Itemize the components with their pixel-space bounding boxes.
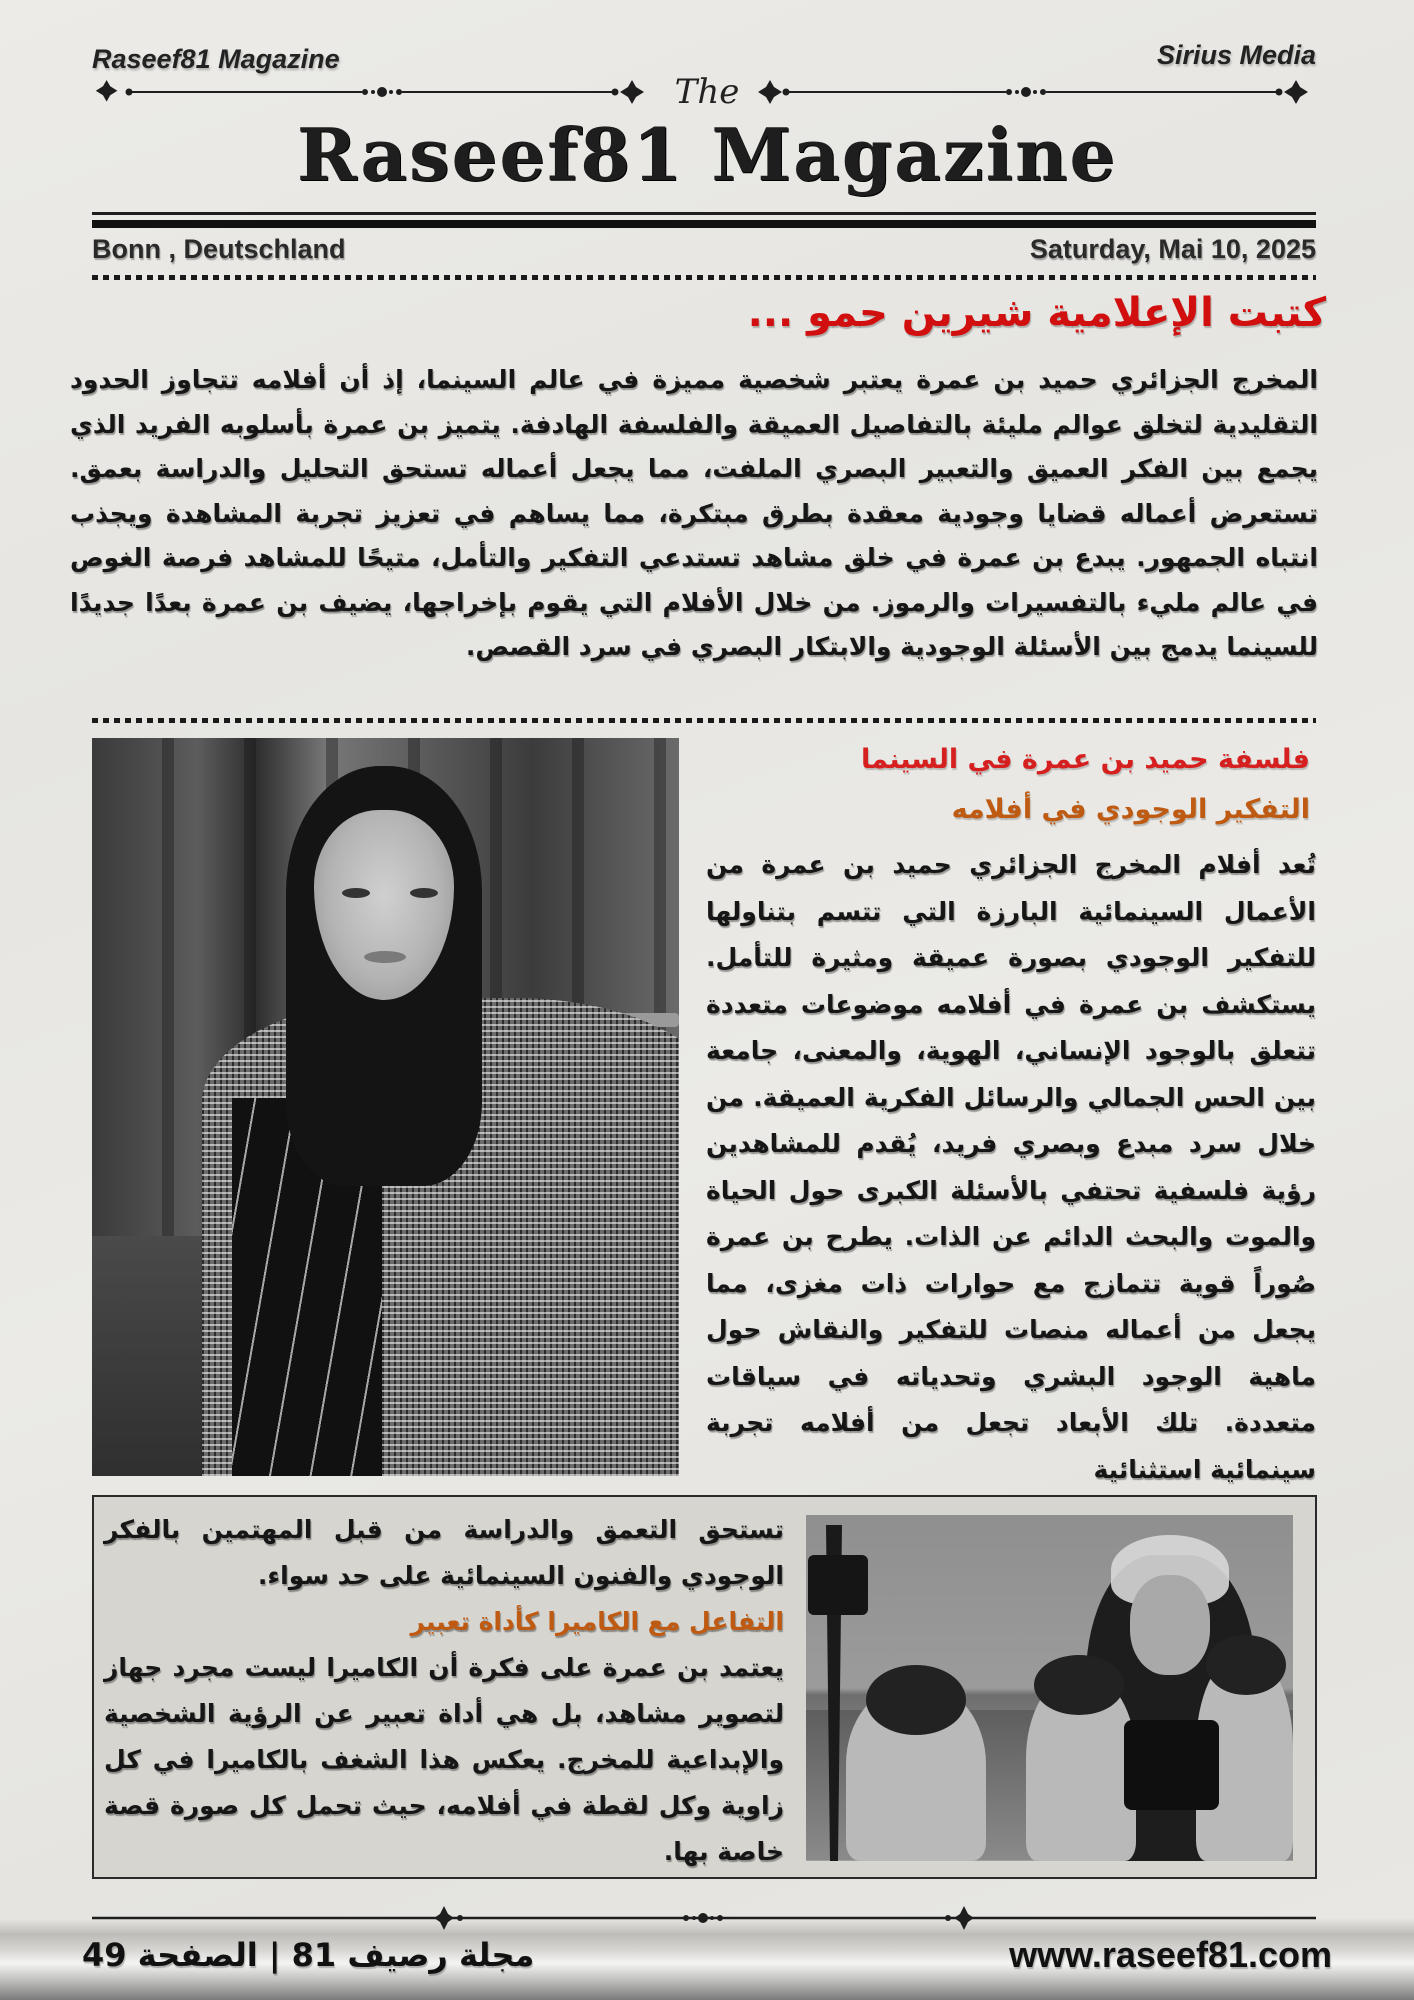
section-title: فلسفة حميد بن عمرة في السينما [860, 744, 1310, 775]
divider-thin [92, 212, 1316, 215]
footer-page-label: مجلة رصيف 81 | الصفحة 49 [82, 1936, 535, 1974]
child-hair [1034, 1655, 1124, 1715]
ornament-rule-left [92, 80, 652, 104]
ornament-rule-right [756, 80, 1316, 104]
dotted-divider [92, 718, 1316, 723]
footer-ornament-rule [92, 1906, 1316, 1934]
child-hair [866, 1665, 966, 1735]
brand-left: Raseef81 Magazine [92, 44, 340, 74]
section2-body: يعتمد بن عمرة على فكرة أن الكاميرا ليست مجرد جهاز لتصوير مشاهد، بل هي أداة تعبير عن الرؤية الشخصية والإبداعية للمخرج. يعكس هذا الشغف بالكاميرا في كل زاوية وكل لقطة في أفلامه، حيث تحمل كل صورة قصة خاصة بها. [104, 1653, 784, 1866]
article-lead: المخرج الجزائري حميد بن عمرة يعتبر شخصية مميزة في عالم السينما، إذ أن أفلامه تتجاوز الحدود التقليدية لتخلق عوالم مليئة بالتفاصيل العميقة والفلسفة الهادفة. يتميز بن عمرة بأسلوبه الفريد الذي يجمع بين الفكر العميق والتعبير البصري الملفت، مما يجعل أعماله تستحق التحليل والدراسة بعمق. تستعرض أعماله قضايا وجودية معقدة بطرق مبتكرة، مما يساهم في تعزيز تجربة المشاهدة ويجذب انتباه الجمهور. يبدع بن عمرة في خلق مشاهد تستدعي التفكير والتأمل، متيحًا للمشاهد فرصة الغوص في عالم مليء بالتفسيرات والرموز. من خلال الأفلام التي يقوم بإخراجها، يضيف بن عمرة بعدًا جديدًا للسينما يدمج بين الأسئلة الوجودية والابتكار البصري في سرد القصص. [70, 365, 1318, 661]
brand-right: Sirius Media [1156, 40, 1316, 70]
box-continuation-text: تستحق التعمق والدراسة من قبل المهتمين بالفكر الوجودي والفنون السينمائية على حد سواء. [104, 1515, 784, 1590]
section-body: تُعد أفلام المخرج الجزائري حميد بن عمرة من الأعمال السينمائية البارزة التي تتسم بتناولها للتفكير الوجودي بصورة عميقة ومثيرة للتأمل. يستكشف بن عمرة في أفلامه موضوعات متعددة تتعلق بالوجود الإنساني، الهوية، والمعنى، جامعة بين الحس الجمالي والرسائل الفكرية العميقة. من خلال سرد مبدع وبصري فريد، يُقدم للمشاهدين رؤية فلسفية تحتفي بالأسئلة الكبرى حول الحياة والموت والبحث الدائم عن الذات. يطرح بن عمرة صُوراً قوية تتمازج مع حوارات ذات مغزى، مما يجعل من أعماله منصات للتفكير والنقاش حول ماهية الوجود البشري وتحدياته في سياقات متعددة. تلك الأبعاد تجعل من أفلامه تجربة سينمائية استثنائية [706, 850, 1316, 1484]
filmmaker-with-children-image [806, 1515, 1293, 1861]
man-face [1130, 1575, 1210, 1675]
bottom-feature-box [92, 1495, 1317, 1879]
lips [364, 951, 406, 963]
section-subtitle: التفكير الوجودي في أفلامه [951, 794, 1310, 825]
box-text [104, 1507, 784, 1875]
section2-title: التفاعل مع الكاميرا كأداة تعبير [410, 1607, 784, 1636]
dotted-divider [92, 275, 1316, 280]
footer-website-link[interactable]: www.raseef81.com [1009, 1934, 1332, 1975]
film-camera-icon [1124, 1720, 1219, 1810]
issue-date: Saturday, Mai 10, 2025 [1029, 234, 1316, 264]
eye [342, 888, 370, 898]
article-byline: كتبت الإعلامية شيرين حمو ... [747, 290, 1326, 336]
location-text: Bonn , Deutschland [92, 234, 346, 264]
masthead-title: Raseef81 Magazine [296, 112, 1118, 197]
author-portrait-image [92, 738, 679, 1476]
video-camera-icon [808, 1555, 868, 1615]
child-hair [1206, 1635, 1286, 1695]
eye [410, 888, 438, 898]
masthead-the: The [674, 72, 740, 112]
divider-thick [92, 220, 1316, 228]
